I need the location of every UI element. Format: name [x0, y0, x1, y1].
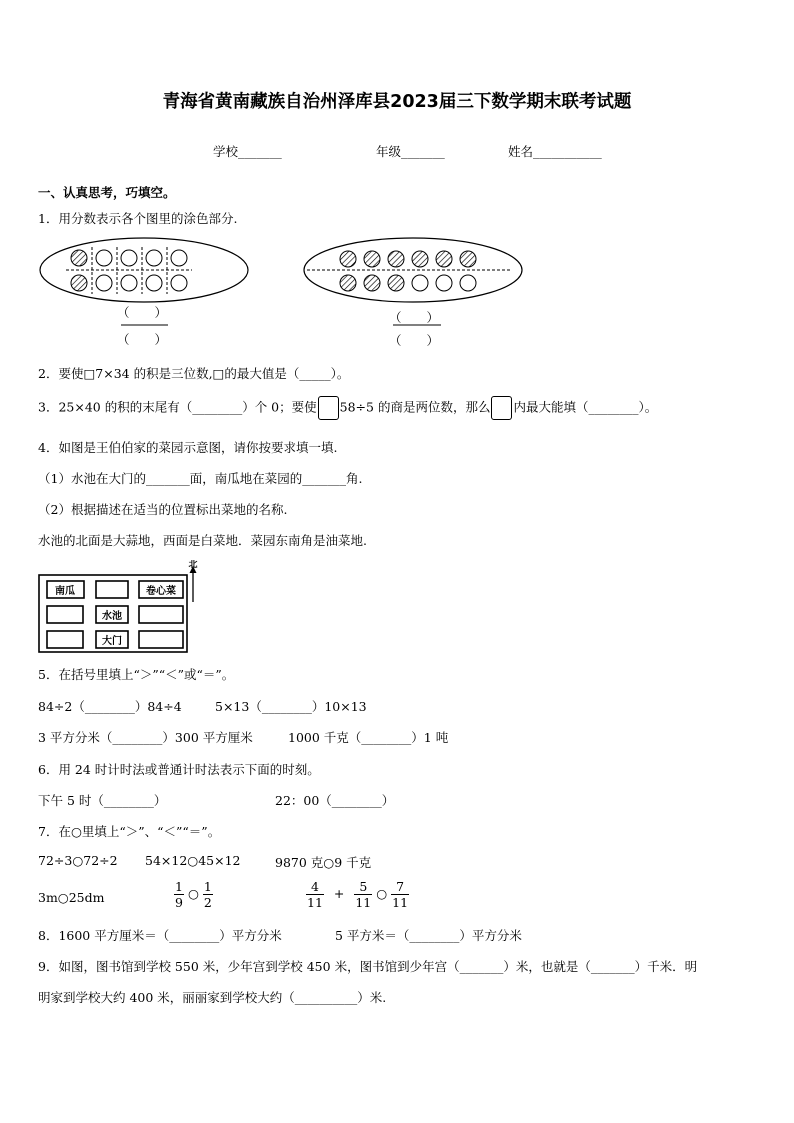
label-pool: 水池 [102, 611, 122, 622]
q7-d: 3m○25dm [38, 890, 105, 905]
circle-empty [146, 250, 162, 266]
q1-answer-numerator-left[interactable]: （ ） [117, 305, 168, 320]
q6-a: 下午 5 时（________） [38, 793, 167, 808]
circle-shaded [71, 275, 87, 291]
circle-empty [121, 275, 137, 291]
q5-row1-b: 5×13（________）10×13 [215, 699, 367, 714]
q4-part-1: （1）水池在大门的_______面，南瓜地在菜园的_______角. [38, 471, 363, 486]
fraction: $\frac{1}{2}$ [203, 879, 212, 910]
q4-part-2: （2）根据描述在适当的位置标出菜地的名称. [38, 502, 288, 517]
question-3 [38, 396, 657, 420]
q4-description: 水池的北面是大蒜地，西面是白菜地．菜园东南角是油菜地. [38, 533, 367, 548]
fraction: $\frac{4}{11}$ [307, 879, 323, 910]
q1-answer-denominator-left[interactable]: （ ） [117, 332, 168, 347]
q3-text-b: 58÷5 的商是两位数，那么 [339, 399, 491, 415]
q5-row2-b: 1000 千克（________）1 吨 [288, 730, 449, 745]
circle-empty [96, 250, 112, 266]
plot-empty [47, 631, 83, 648]
plot-empty [139, 631, 183, 648]
plot-empty [47, 606, 83, 623]
q7-b: 54×12○45×12 [145, 853, 241, 868]
q7-a: 72÷3○72÷2 [38, 853, 118, 868]
label-north: 北 [188, 560, 198, 570]
q9-line2: 明家到学校大约 400 米，丽丽家到学校大约（__________）米. [38, 990, 387, 1005]
school-field[interactable]: 学校_______ [213, 144, 282, 159]
label-gate: 大门 [102, 636, 122, 647]
circle-empty [171, 250, 187, 266]
label-cabbage: 卷心菜 [146, 586, 176, 597]
compare-circle: ○ [376, 886, 388, 901]
q5-row2-a: 3 平方分米（________）300 平方厘米 [38, 730, 253, 745]
circle-empty [146, 275, 162, 291]
q6-b: 22：00（________） [275, 793, 395, 808]
question-2: 2．要使□7×34 的积是三位数,□的最大值是（_____）。 [38, 366, 350, 381]
garden-map [38, 560, 200, 656]
question-6: 6．用 24 时计时法或普通计时法表示下面的时刻。 [38, 762, 320, 777]
q7-c: 9870 克○9 千克 [275, 855, 372, 870]
fraction: $\frac{1}{9}$ [175, 879, 183, 910]
page-title: 青海省黄南藏族自治州泽库县2023届三下数学期末联考试题 [162, 92, 632, 112]
q1-answer-numerator-right[interactable]: （ ） [389, 310, 440, 325]
q7-f [306, 879, 409, 910]
q7-e [174, 879, 213, 910]
circle-shaded [71, 250, 87, 266]
blank-box[interactable] [491, 396, 512, 420]
name-field[interactable]: 姓名___________ [508, 144, 602, 159]
section-heading: 一、认真思考，巧填空。 [38, 185, 176, 200]
compare-circle: ○ [187, 886, 199, 901]
q5-row1-a: 84÷2（________）84÷4 [38, 699, 182, 714]
plus-sign: + [333, 886, 345, 901]
q1-answer-denominator-right[interactable]: （ ） [389, 333, 440, 348]
blank-box[interactable] [318, 396, 339, 420]
label-pumpkin: 南瓜 [55, 586, 75, 597]
fraction: $\frac{5}{11}$ [355, 879, 372, 910]
plot-empty [139, 606, 183, 623]
q9-line1: 9．如图，图书馆到学校 550 米，少年宫到学校 450 米，图书馆到少年宫（_______）米，也就是（_______）千米．明 [38, 959, 698, 974]
question-5: 5．在括号里填上“＞”“＜”或“＝”。 [38, 667, 235, 682]
plot-empty [96, 581, 128, 598]
q8-b: 5 平方米＝（________）平方分米 [335, 928, 522, 943]
question-1: 1．用分数表示各个图里的涂色部分. [38, 211, 238, 226]
question-7: 7．在○里填上“＞”、“＜”“＝”。 [38, 824, 221, 839]
circle-empty [121, 250, 137, 266]
q3-text-c: 内最大能填（________）。 [513, 399, 658, 415]
grade-field[interactable]: 年级_______ [376, 144, 445, 159]
fraction: $\frac{7}{11}$ [392, 879, 409, 910]
q3-text-a: 3．25×40 的积的末尾有（________）个 0；要使 [38, 399, 317, 415]
q8-a: 8．1600 平方厘米＝（________）平方分米 [38, 928, 282, 943]
question-4: 4．如图是王伯伯家的菜园示意图，请你按要求填一填. [38, 440, 338, 455]
circle-empty [171, 275, 187, 291]
circle-empty [96, 275, 112, 291]
